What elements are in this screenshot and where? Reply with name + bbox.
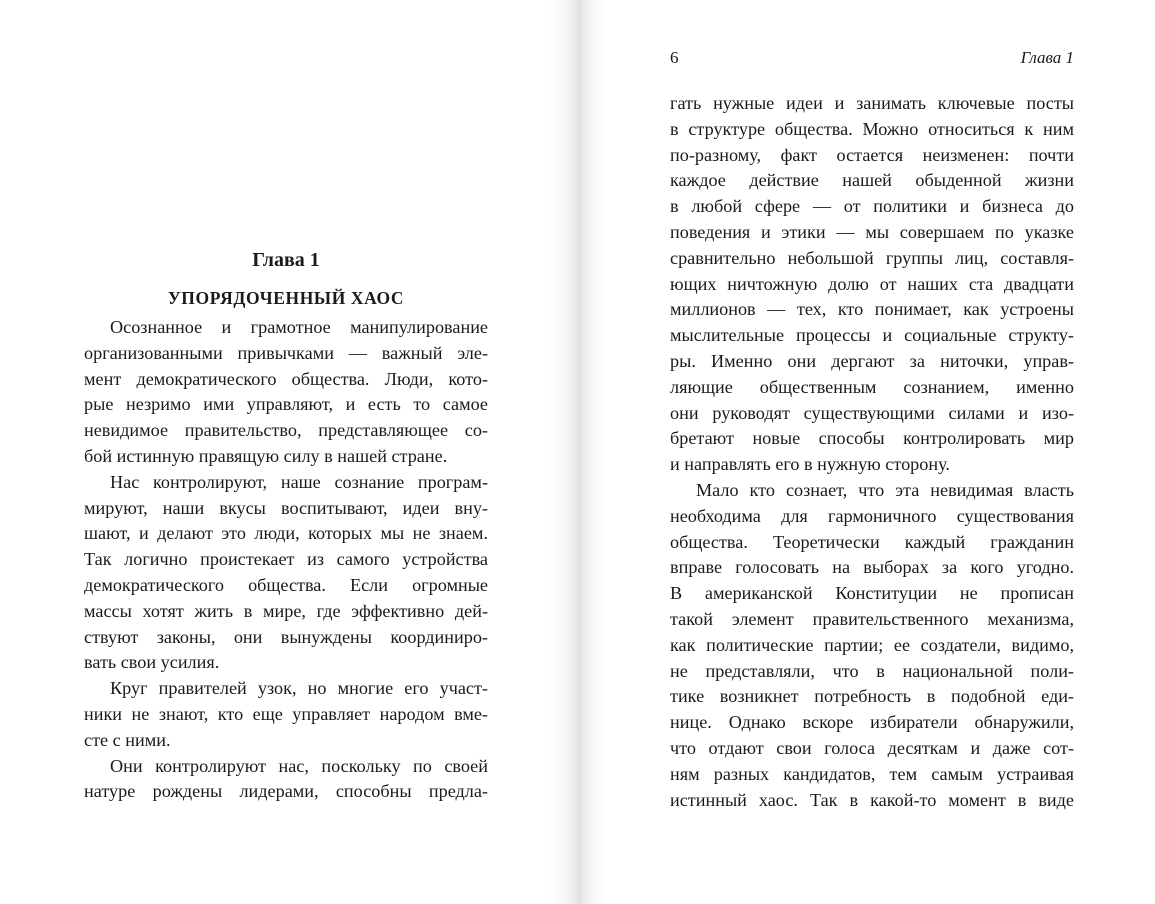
text-line: бретают новые способы контролировать мир	[670, 428, 1074, 449]
spine-shadow-left	[548, 0, 578, 904]
text-line: в любой сфере — от политики и бизнеса до	[670, 196, 1074, 217]
text-line: истинный хаос. Так в какой-то момент в виде	[670, 789, 1074, 810]
text-line: поведения и этики — мы совершаем по указке	[670, 221, 1074, 242]
text-line: ры. Именно они дергают за ниточки, управ-	[670, 350, 1074, 371]
text-line: как политические партии; ее создатели, видимо,	[670, 634, 1074, 655]
running-header	[670, 46, 1074, 70]
right-body-text	[670, 91, 1074, 813]
text-line: Осознанное и грамотное манипулирование	[110, 317, 488, 337]
left-page-text	[84, 247, 488, 805]
right-page	[578, 0, 1155, 904]
paragraph	[84, 470, 488, 676]
text-line: нице. Однако вскоре избиратели обнаружили,	[670, 712, 1074, 733]
text-line: не представляли, что в национальной поли-	[670, 660, 1074, 681]
text-line: демократического общества. Если огромные	[84, 574, 488, 595]
text-line: и направлять его в нужную сторону.	[670, 454, 950, 475]
running-header-chapter: Глава 1	[1020, 48, 1074, 67]
left-body-text	[84, 315, 488, 805]
text-line: миллионов — тех, кто понимает, как устроены	[670, 299, 1074, 320]
text-line: массы хотят жить в мире, где эффективно дей-	[84, 600, 488, 621]
text-line: рые незримо ими управляют, и есть то самое	[84, 394, 488, 415]
text-line: вать свои усилия.	[84, 652, 220, 673]
text-line: ляющие общественным сознанием, именно	[670, 376, 1074, 397]
text-line: по-разному, факт остается неизменен: почти	[670, 144, 1074, 165]
text-line: мент демократического общества. Люди, кото-	[84, 368, 488, 389]
text-line: что отдают свои голоса десяткам и даже сот-	[670, 737, 1074, 758]
text-line: Нас контролируют, наше сознание програм-	[110, 471, 488, 492]
text-line: вправе голосовать на выборах за кого угодно.	[670, 557, 1074, 578]
paragraph	[670, 478, 1074, 813]
text-line: ням разных кандидатов, тем самым устраивая	[670, 763, 1074, 784]
text-line: невидимое правительство, представляющее со-	[84, 420, 488, 441]
paragraph	[84, 754, 488, 806]
text-line: ствуют законы, они вынуждены координиро-	[84, 626, 488, 647]
text-line: общества. Теоретически каждый гражданин	[670, 531, 1074, 552]
text-line: они руководят существующими силами и изо-	[670, 402, 1074, 423]
paragraph	[670, 91, 1074, 478]
text-line: необходима для гармоничного существования	[670, 505, 1074, 526]
text-line: в структуре общества. Можно относиться к ним	[670, 118, 1074, 139]
text-line: сравнительно небольшой группы лиц, составля-	[670, 247, 1074, 268]
text-line: такой элемент правительственного механизма,	[670, 608, 1074, 629]
text-line: Круг правителей узок, но многие его участ-	[110, 678, 488, 699]
text-line: сте с ними.	[84, 729, 171, 750]
text-line: Мало кто сознает, что эта невидимая власть	[696, 479, 1074, 500]
text-line: тике возникнет потребность в подобной еди-	[670, 686, 1074, 707]
text-line: Они контролируют нас, поскольку по своей	[110, 755, 488, 776]
text-line: каждое действие нашей обыденной жизни	[670, 170, 1074, 191]
text-line: ники не знают, кто еще управляет народом вме-	[84, 703, 488, 724]
chapter-title: УПОРЯДОЧЕННЫЙ ХАОС	[167, 288, 405, 308]
text-line: ющих ничтожную долю от наших ста двадцати	[670, 273, 1074, 294]
paragraph	[84, 315, 488, 470]
text-line: Так логично проистекает из самого устройства	[84, 549, 488, 570]
spine-shadow-right	[578, 0, 604, 904]
text-line: организованными привычками — важный эле-	[84, 342, 488, 363]
page-number: 6	[670, 48, 679, 67]
text-line: шают, и делают это люди, которых мы не знаем.	[84, 523, 488, 544]
text-line: мируют, наши вкусы воспитывают, идеи вну-	[84, 497, 488, 518]
text-line: мыслительные процессы и социальные структу-	[670, 325, 1074, 346]
text-line: гать нужные идеи и занимать ключевые посты	[670, 93, 1074, 113]
text-line: натуре рождены лидерами, способны предла-	[84, 781, 488, 802]
paragraph	[84, 676, 488, 753]
text-line: В американской Конституции не прописан	[670, 583, 1074, 604]
chapter-number: Глава 1	[252, 249, 320, 271]
text-line: бой истинную правящую силу в нашей стране.	[84, 445, 448, 466]
